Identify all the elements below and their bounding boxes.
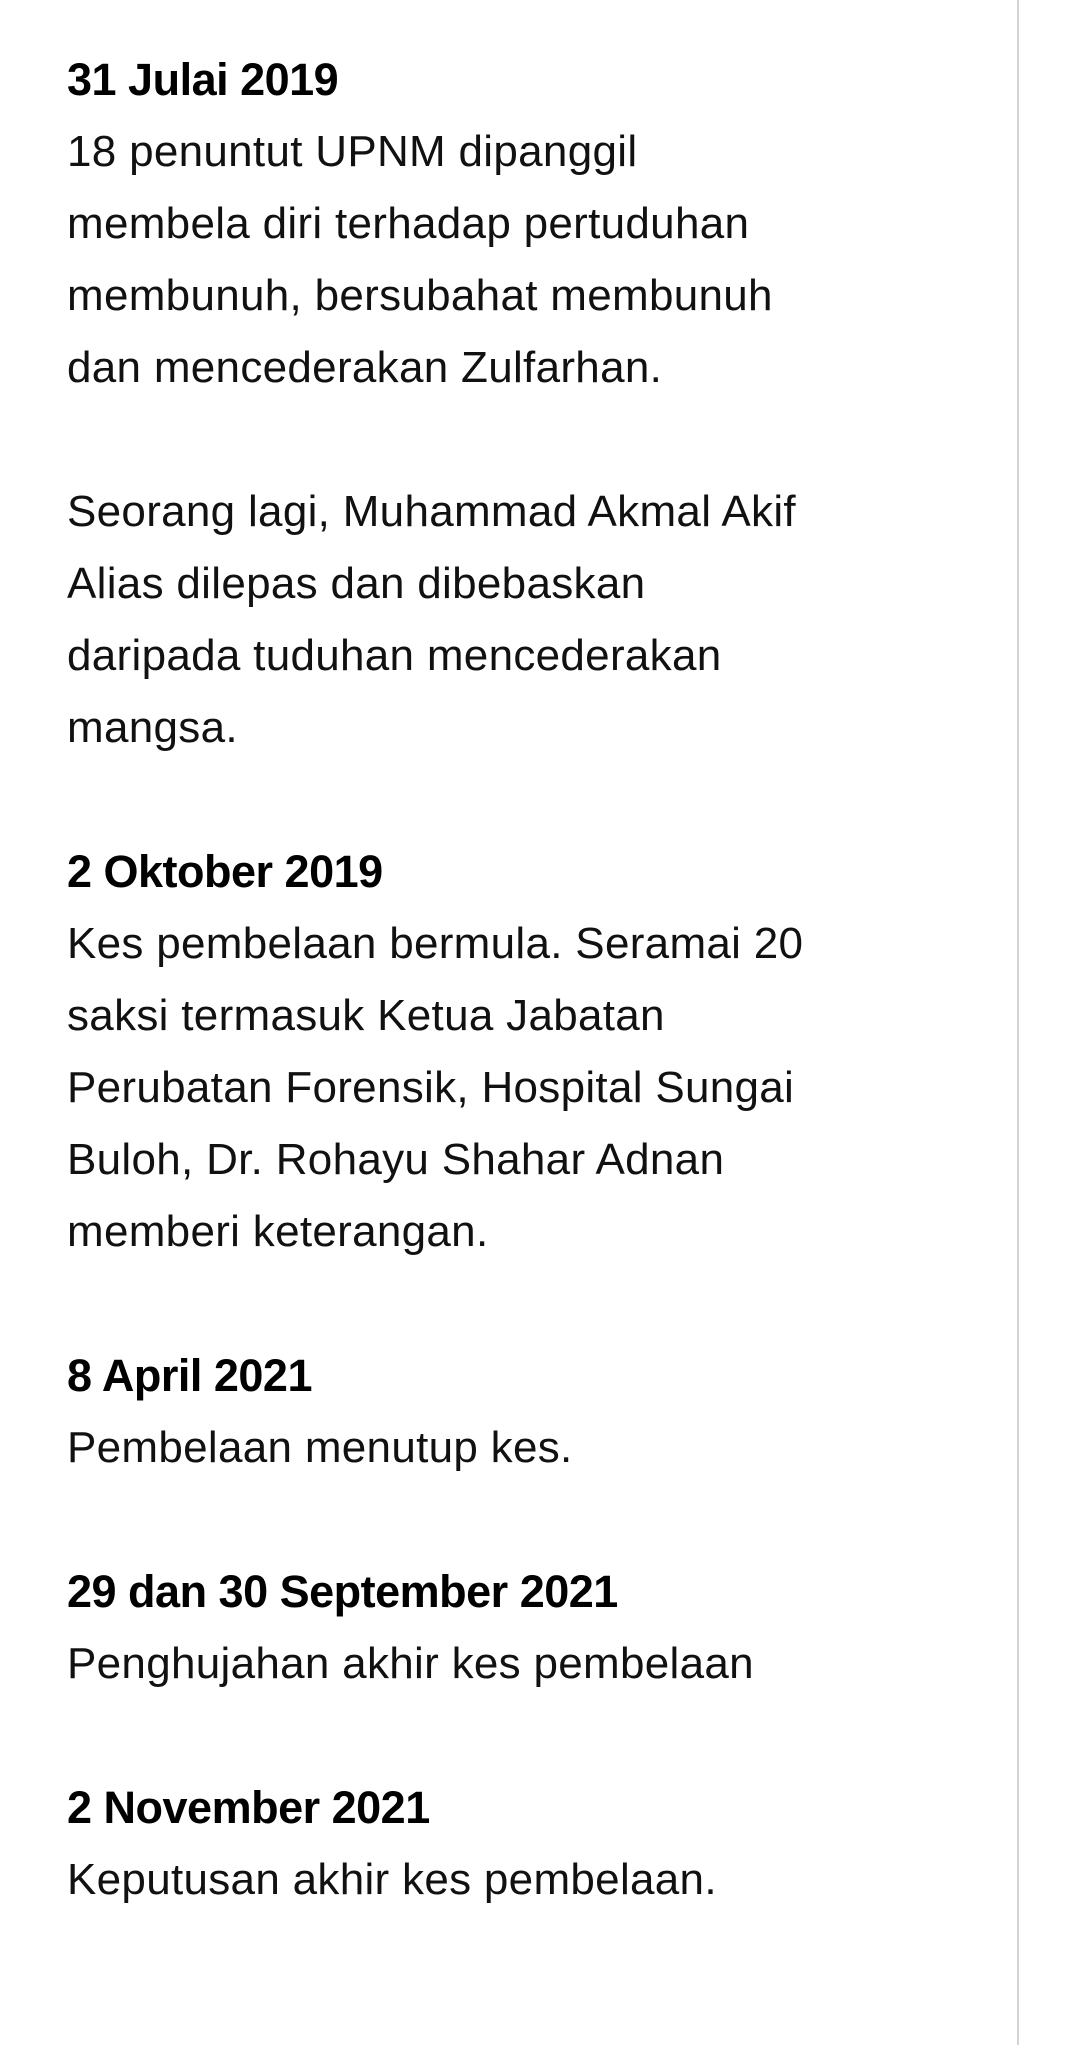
content-divider bbox=[1017, 0, 1019, 2045]
text-line: membela diri terhadap pertuduhan bbox=[67, 199, 750, 248]
text-line: Penghujahan akhir kes pembelaan bbox=[67, 1639, 754, 1688]
entry-date: 8 April 2021 bbox=[67, 1350, 312, 1401]
text-line: mangsa. bbox=[67, 703, 238, 752]
timeline-entry bbox=[67, 836, 967, 1268]
text-line: membunuh, bersubahat membunuh bbox=[67, 271, 773, 320]
text-line: Kes pembelaan bermula. Seramai 20 bbox=[67, 919, 804, 968]
text-line: dan mencederakan Zulfarhan. bbox=[67, 343, 663, 392]
entry-date: 31 Julai 2019 bbox=[67, 54, 339, 105]
text-line: daripada tuduhan mencederakan bbox=[67, 631, 722, 680]
entry-paragraph bbox=[67, 116, 967, 404]
text-line: saksi termasuk Ketua Jabatan bbox=[67, 991, 665, 1040]
text-line: Keputusan akhir kes pembelaan. bbox=[67, 1855, 717, 1904]
text-line: Perubatan Forensik, Hospital Sungai bbox=[67, 1063, 795, 1112]
text-line: Pembelaan menutup kes. bbox=[67, 1423, 573, 1472]
entry-paragraph bbox=[67, 476, 967, 764]
timeline-article bbox=[67, 44, 967, 1988]
entry-date: 29 dan 30 September 2021 bbox=[67, 1566, 618, 1617]
timeline-entry bbox=[67, 1340, 967, 1484]
text-line: Buloh, Dr. Rohayu Shahar Adnan bbox=[67, 1135, 725, 1184]
timeline-entry bbox=[67, 1556, 967, 1700]
text-line: 18 penuntut UPNM dipanggil bbox=[67, 127, 638, 176]
entry-date: 2 Oktober 2019 bbox=[67, 846, 383, 897]
entry-paragraph bbox=[67, 908, 967, 1268]
timeline-entry bbox=[67, 44, 967, 764]
entry-paragraph bbox=[67, 1844, 967, 1916]
entry-date: 2 November 2021 bbox=[67, 1782, 430, 1833]
text-line: Alias dilepas dan dibebaskan bbox=[67, 559, 646, 608]
text-line: memberi keterangan. bbox=[67, 1207, 489, 1256]
text-line: Seorang lagi, Muhammad Akmal Akif bbox=[67, 487, 796, 536]
timeline-entry bbox=[67, 1772, 967, 1916]
entry-paragraph bbox=[67, 1628, 967, 1700]
entry-paragraph bbox=[67, 1412, 967, 1484]
